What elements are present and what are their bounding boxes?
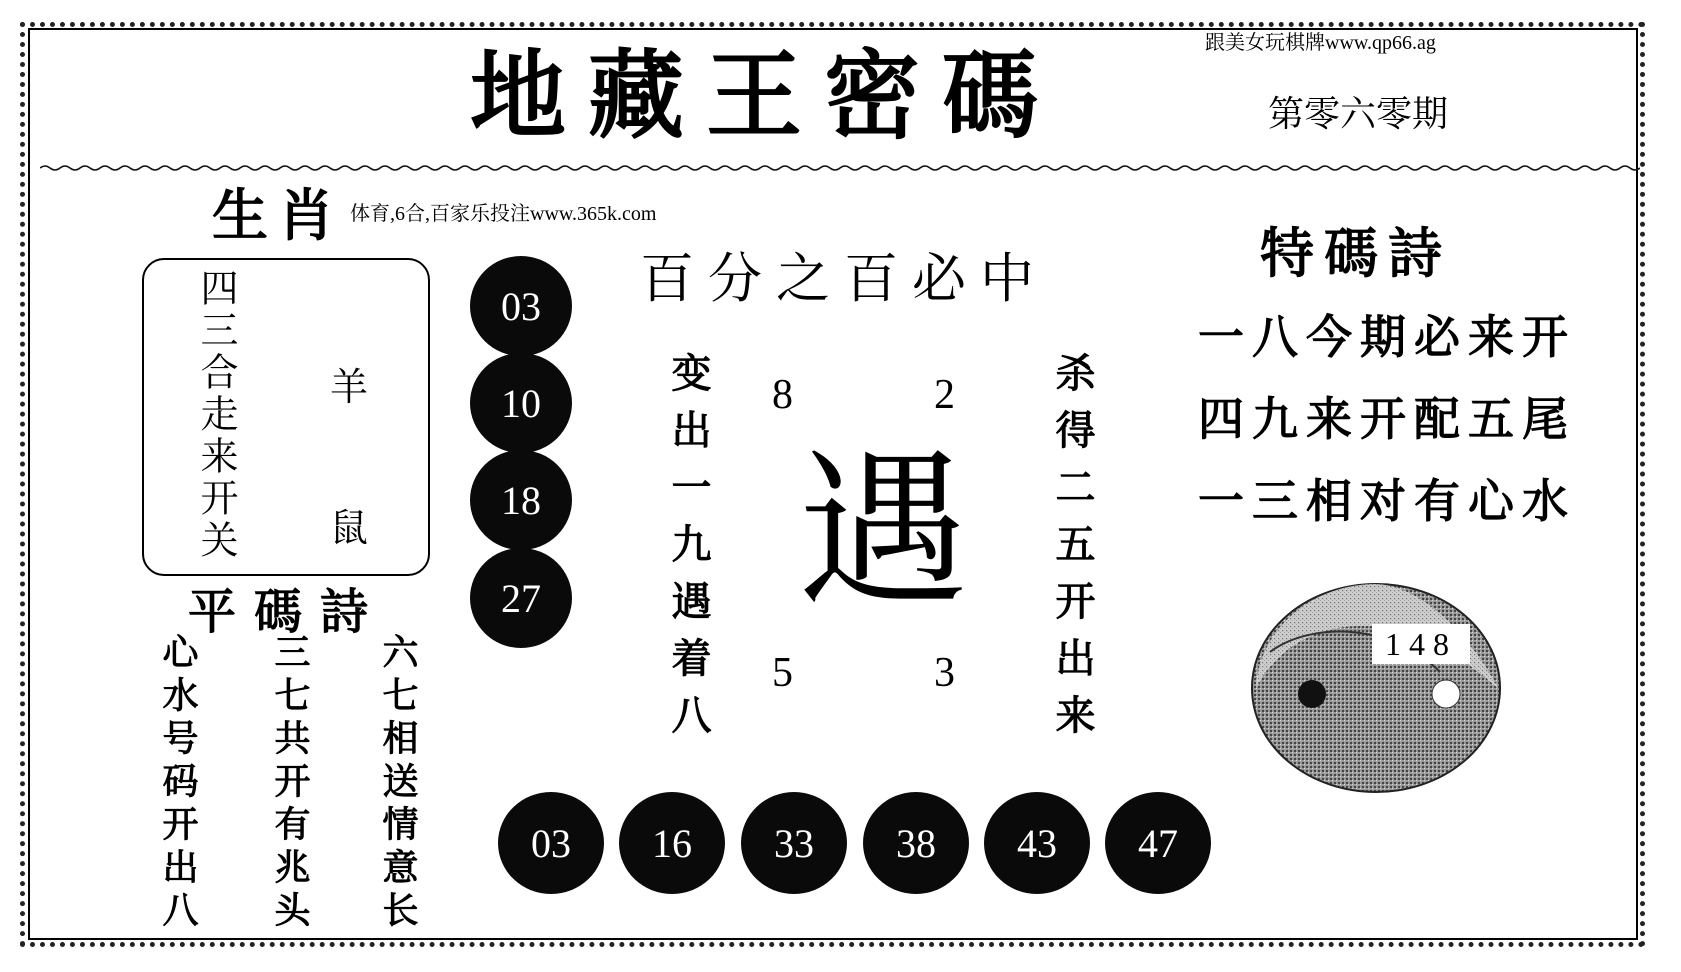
zodiac-box [142, 258, 430, 576]
number-ball: 18 [470, 450, 572, 550]
zodiac-phrase: 四三合走来开关 [194, 268, 236, 562]
zodiac-animal-rat: 鼠 [330, 508, 369, 550]
tema-title: 特碼詩 [1260, 221, 1452, 285]
yinyang-icon [1250, 582, 1502, 794]
corner-number-bottom-left: 5 [772, 650, 793, 696]
number-ball: 27 [470, 548, 572, 648]
number-ball: 38 [863, 792, 969, 894]
pingma-column-1: 心水号码开出八 [157, 633, 199, 934]
top-ad-text: 跟美女玩棋牌www.qp66.ag [1205, 32, 1436, 54]
zodiac-title: 生肖 [212, 183, 344, 249]
tema-line-1: 一八今期必来开 [1198, 310, 1576, 364]
number-ball: 10 [470, 353, 572, 453]
yinyang-code: 148 [1372, 624, 1470, 664]
number-ball: 47 [1105, 792, 1211, 894]
center-right-column: 杀得二五开出来 [1049, 352, 1096, 751]
wavy-divider [40, 164, 1640, 172]
tema-line-3: 一三相对有心水 [1198, 474, 1576, 528]
center-title: 百分之百必中 [640, 247, 1048, 310]
pingma-column-3: 六七相送情意长 [377, 633, 419, 934]
center-left-column: 变出一九遇着八 [665, 352, 712, 751]
number-ball: 16 [619, 792, 725, 894]
pingma-title: 平碼詩 [188, 584, 387, 640]
number-ball: 03 [498, 792, 604, 894]
pingma-column-2: 三七共开有兆头 [269, 633, 311, 934]
corner-number-top-left: 8 [772, 372, 793, 418]
number-ball: 33 [741, 792, 847, 894]
issue-label: 第零六零期 [1268, 94, 1449, 134]
corner-number-bottom-right: 3 [934, 650, 955, 696]
page-title: 地藏王密碼 [470, 39, 1060, 152]
center-big-character: 遇 [798, 439, 969, 627]
tema-line-2: 四九来开配五尾 [1198, 392, 1576, 446]
number-ball: 03 [470, 256, 572, 356]
corner-number-top-right: 2 [934, 372, 955, 418]
zodiac-ad-text: 体育,6合,百家乐投注www.365k.com [350, 203, 657, 225]
number-ball: 43 [984, 792, 1090, 894]
zodiac-animal-sheep: 羊 [330, 367, 369, 409]
